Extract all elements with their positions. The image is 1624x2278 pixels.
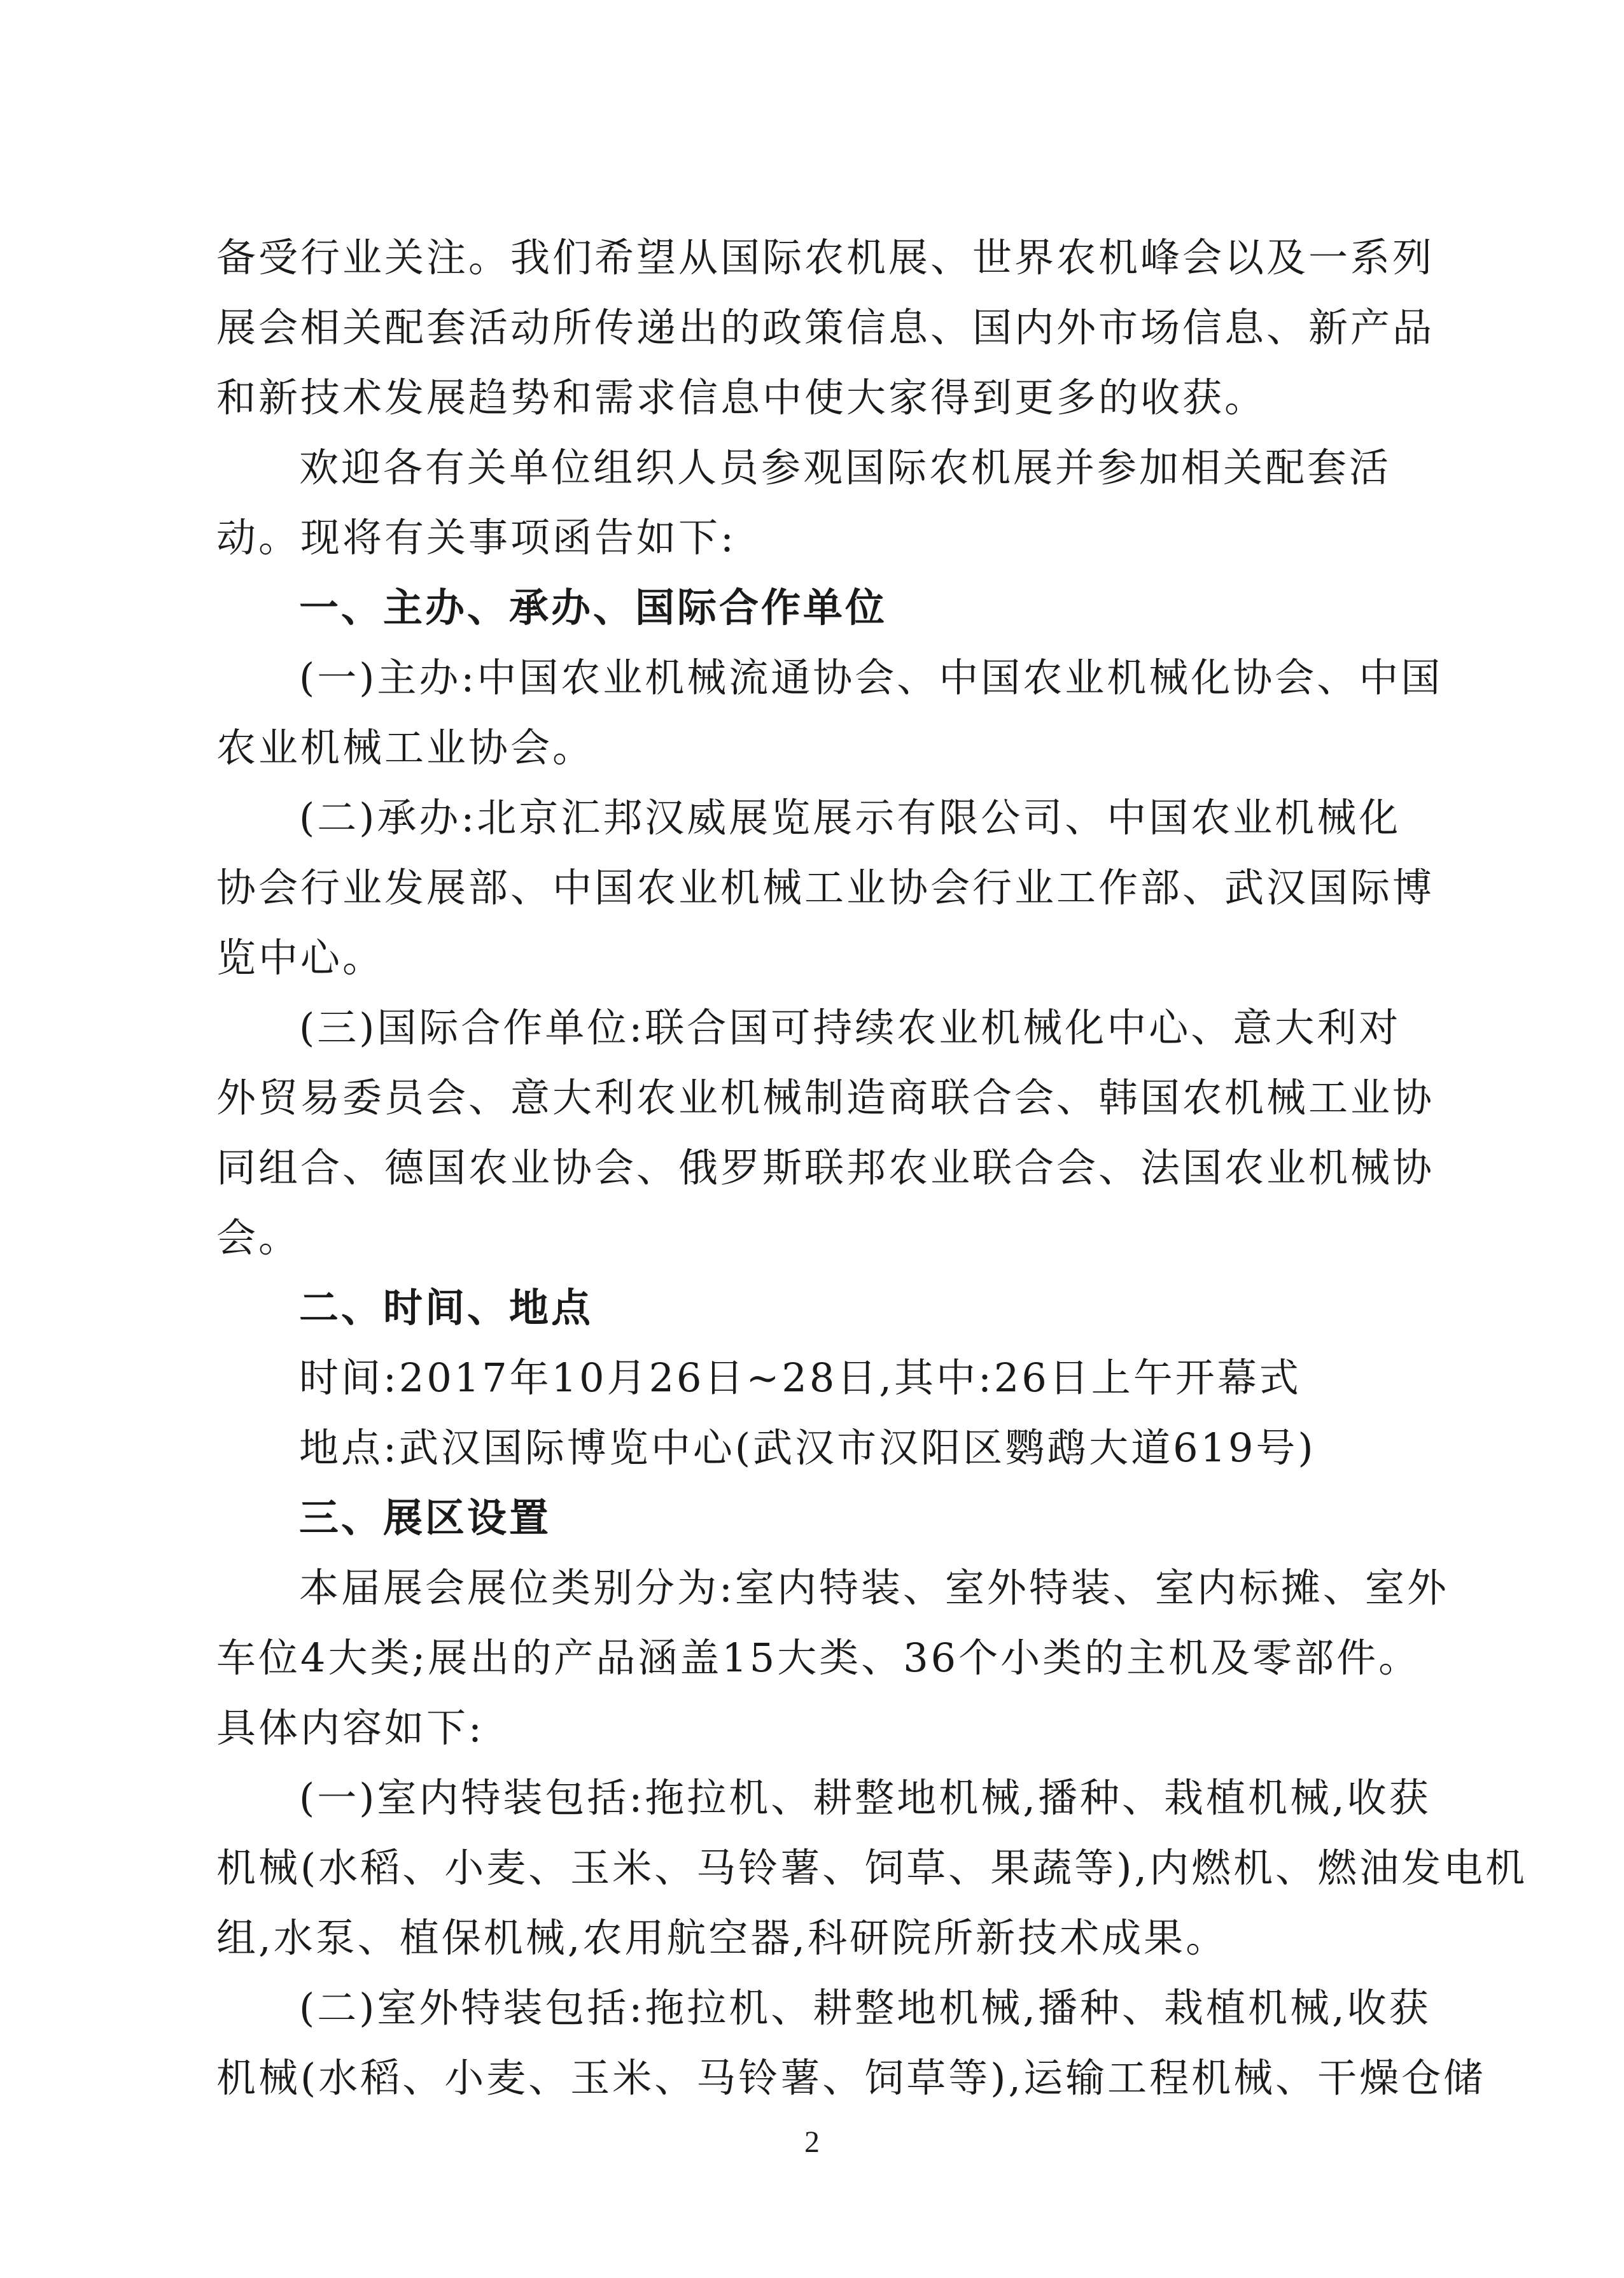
paragraph-line: 会。 <box>216 1214 301 1261</box>
paragraph-line: 地点:武汉国际博览中心(武汉市汉阳区鹦鹉大道619号) <box>299 1424 1316 1471</box>
body-text <box>216 223 1528 2113</box>
paragraph-line: (一)主办:中国农业机械流通协会、中国农业机械化协会、中国 <box>299 654 1443 701</box>
paragraph-line: 车位4大类;展出的产品涵盖15大类、36个小类的主机及零部件。 <box>216 1635 1421 1681</box>
section-heading-3: 三、展区设置 <box>299 1494 552 1541</box>
paragraph-line: 协会行业发展部、中国农业机械工业协会行业工作部、武汉国际博 <box>216 864 1435 911</box>
paragraph-line: 展会相关配套活动所传递出的政策信息、国内外市场信息、新产品 <box>216 304 1435 351</box>
paragraph-line: 和新技术发展趋势和需求信息中使大家得到更多的收获。 <box>216 374 1267 421</box>
paragraph-line: 机械(水稻、小麦、玉米、马铃薯、饲草、果蔬等),内燃机、燃油发电机 <box>216 1845 1528 1891</box>
paragraph-line: 备受行业关注。我们希望从国际农机展、世界农机峰会以及一系列 <box>216 234 1435 281</box>
paragraph-line: 欢迎各有关单位组织人员参观国际农机展并参加相关配套活 <box>299 444 1392 491</box>
paragraph-line: (二)室外特装包括:拖拉机、耕整地机械,播种、栽植机械,收获 <box>299 1985 1431 2031</box>
paragraph-line: 机械(水稻、小麦、玉米、马铃薯、饲草等),运输工程机械、干燥仓储 <box>216 2055 1486 2101</box>
paragraph-line: 览中心。 <box>216 934 385 981</box>
paragraph-line: (三)国际合作单位:联合国可持续农业机械化中心、意大利对 <box>299 1004 1401 1051</box>
paragraph-line: 外贸易委员会、意大利农业机械制造商联合会、韩国农机械工业协 <box>216 1074 1435 1121</box>
paragraph-line: 农业机械工业协会。 <box>216 724 595 771</box>
paragraph-line: 时间:2017年10月26日~28日,其中:26日上午开幕式 <box>299 1354 1301 1401</box>
paragraph-line: 本届展会展位类别分为:室内特装、室外特装、室内标摊、室外 <box>299 1564 1449 1611</box>
section-heading-1: 一、主办、承办、国际合作单位 <box>299 584 888 631</box>
paragraph-line: 同组合、德国农业协会、俄罗斯联邦农业联合会、法国农业机械协 <box>216 1144 1435 1191</box>
page-number: 2 <box>804 2125 820 2159</box>
paragraph-line: (一)室内特装包括:拖拉机、耕整地机械,播种、栽植机械,收获 <box>299 1775 1431 1821</box>
paragraph-line: 具体内容如下: <box>216 1705 484 1751</box>
paragraph-line: 动。现将有关事项函告如下: <box>216 514 736 561</box>
paragraph-line: 组,水泵、植保机械,农用航空器,科研院所新技术成果。 <box>216 1915 1228 1961</box>
paragraph-line: (二)承办:北京汇邦汉威展览展示有限公司、中国农业机械化 <box>299 794 1401 841</box>
section-heading-2: 二、时间、地点 <box>299 1284 594 1331</box>
